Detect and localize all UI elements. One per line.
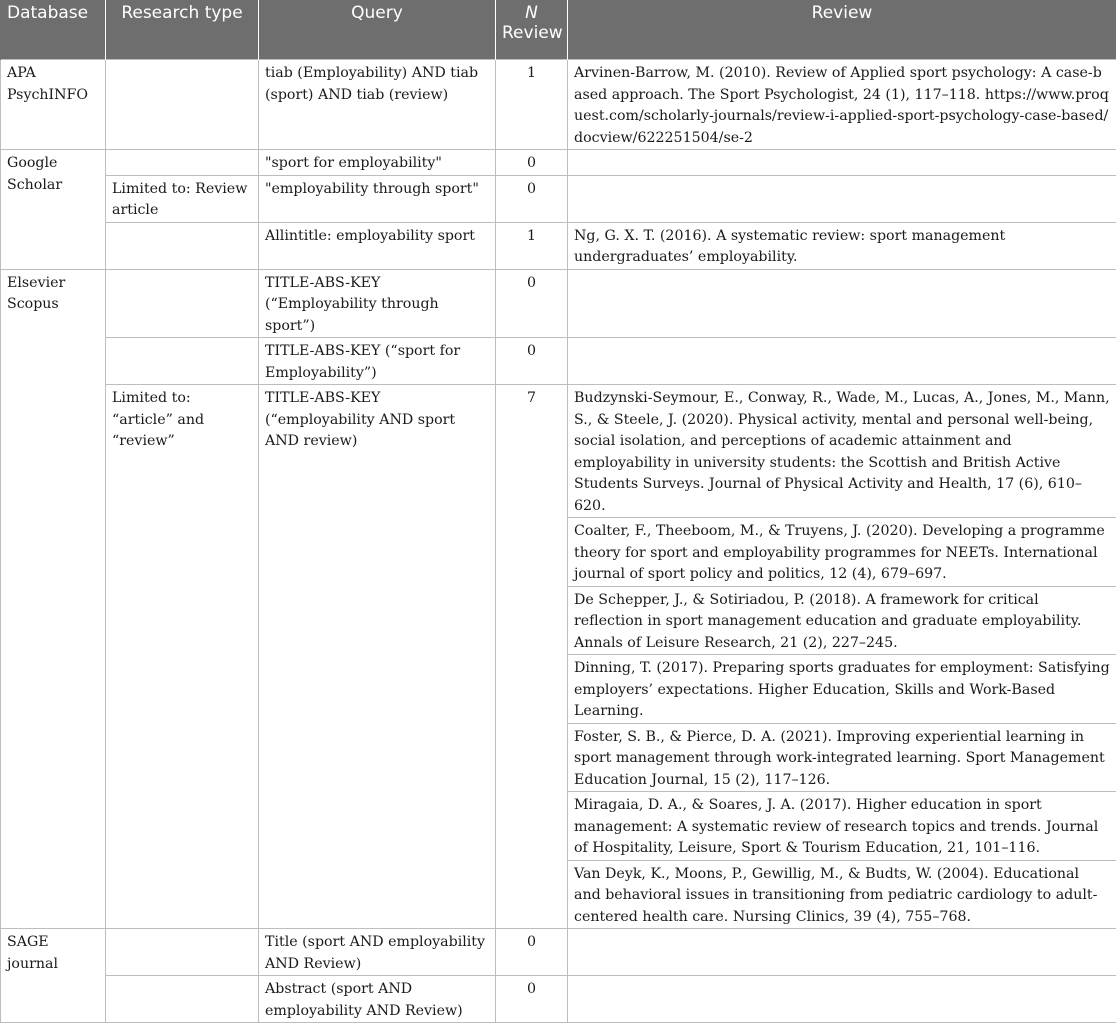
query-cell: Abstract (sport AND employability AND Review) [259,976,496,1023]
header-research-type: Research type [106,0,259,60]
review-cell [568,338,1116,385]
query-cell: TITLE-ABS-KEY (“employability AND sport AND review) [259,385,496,929]
review-cell: Foster, S. B., & Pierce, D. A. (2021). Improving experiential learning in sport management through work-integrated learning. Sport Management Education Journal, 15 (2), 117–126. [568,723,1116,792]
table-row [1,385,1116,518]
header-query: Query [259,0,496,60]
review-cell [568,929,1116,976]
review-cell: Budzynski-Seymour, E., Conway, R., Wade, M., Lucas, A., Jones, M., Mann, S., & Steele, J. (2020). Physical activity, mental and personal well-being, social isolation, and perceptions of academic attainment and employability in university students: the Scottish and British Active Students Surveys. Journal of Physical Activity and Health, 17 (6), 610–620. [568,385,1116,518]
query-cell: "sport for employability" [259,150,496,176]
review-cell: Van Deyk, K., Moons, P., Gewillig, M., & Budts, W. (2004). Educational and behavioral issues in transitioning from pediatric cardiology to adult-centered health care. Nursing Clinics, 39 (4), 755–768. [568,860,1116,929]
header-review: Review [568,0,1116,60]
header-database: Database [1,0,106,60]
header-n-symbol: N [525,3,538,23]
n-review-cell: 0 [496,976,568,1023]
database-cell: Google Scholar [1,150,106,270]
table-row [1,338,1116,385]
header-n-review-label: Review [502,23,563,43]
n-review-cell: 0 [496,269,568,338]
database-cell: Elsevier Scopus [1,269,106,929]
query-cell: Title (sport AND employability AND Review) [259,929,496,976]
query-cell: tiab (Employability) AND tiab (sport) AND tiab (review) [259,60,496,150]
review-cell [568,175,1116,222]
n-review-cell: 0 [496,338,568,385]
query-cell: "employability through sport" [259,175,496,222]
table-row [1,929,1116,976]
table-row [1,175,1116,222]
database-cell: SAGE journal [1,929,106,1023]
review-cell [568,976,1116,1023]
research-type-cell [106,929,259,976]
database-cell: APA PsychINFO [1,60,106,150]
review-cell: Miragaia, D. A., & Soares, J. A. (2017). Higher education in sport management: A systematic review of research topics and trends. Journal of Hospitality, Leisure, Sport & Tourism Education, 21, 101–116. [568,792,1116,861]
n-review-cell: 1 [496,60,568,150]
n-review-cell: 1 [496,222,568,269]
research-type-cell [106,222,259,269]
review-cell: Coalter, F., Theeboom, M., & Truyens, J. (2020). Developing a programme theory for sport and employability programmes for NEETs. International journal of sport policy and politics, 12 (4), 679–697. [568,518,1116,587]
research-type-cell [106,976,259,1023]
header-n-review [496,0,568,60]
review-cell: Ng, G. X. T. (2016). A systematic review: sport management undergraduates’ employability. [568,222,1116,269]
table-row [1,150,1116,176]
research-type-cell [106,60,259,150]
table-header [1,0,1116,60]
review-cell [568,269,1116,338]
review-cell: Arvinen-Barrow, M. (2010). Review of Applied sport psychology: A case-based approach. The Sport Psychologist, 24 (1), 117–118. https://www.proquest.com/scholarly-journals/review-i-applied-sport-psychology-case-based/docview/622251504/se-2 [568,60,1116,150]
table-row [1,269,1116,338]
review-cell: De Schepper, J., & Sotiriadou, P. (2018). A framework for critical reflection in sport management education and graduate employability. Annals of Leisure Research, 21 (2), 227–245. [568,586,1116,655]
research-type-cell [106,269,259,338]
query-cell: Allintitle: employability sport [259,222,496,269]
n-review-cell: 0 [496,175,568,222]
n-review-cell: 0 [496,929,568,976]
research-type-cell [106,338,259,385]
table-row [1,976,1116,1023]
query-cell: TITLE-ABS-KEY (“sport for Employability”) [259,338,496,385]
review-cell: Dinning, T. (2017). Preparing sports graduates for employment: Satisfying employers’ expectations. Higher Education, Skills and Work-Based Learning. [568,655,1116,724]
research-type-cell [106,150,259,176]
query-cell: TITLE-ABS-KEY (“Employability through sport”) [259,269,496,338]
table-row [1,222,1116,269]
table-row [1,60,1116,150]
research-type-cell: Limited to: “article” and “review” [106,385,259,929]
research-type-cell: Limited to: Review article [106,175,259,222]
review-cell [568,150,1116,176]
n-review-cell: 7 [496,385,568,929]
n-review-cell: 0 [496,150,568,176]
